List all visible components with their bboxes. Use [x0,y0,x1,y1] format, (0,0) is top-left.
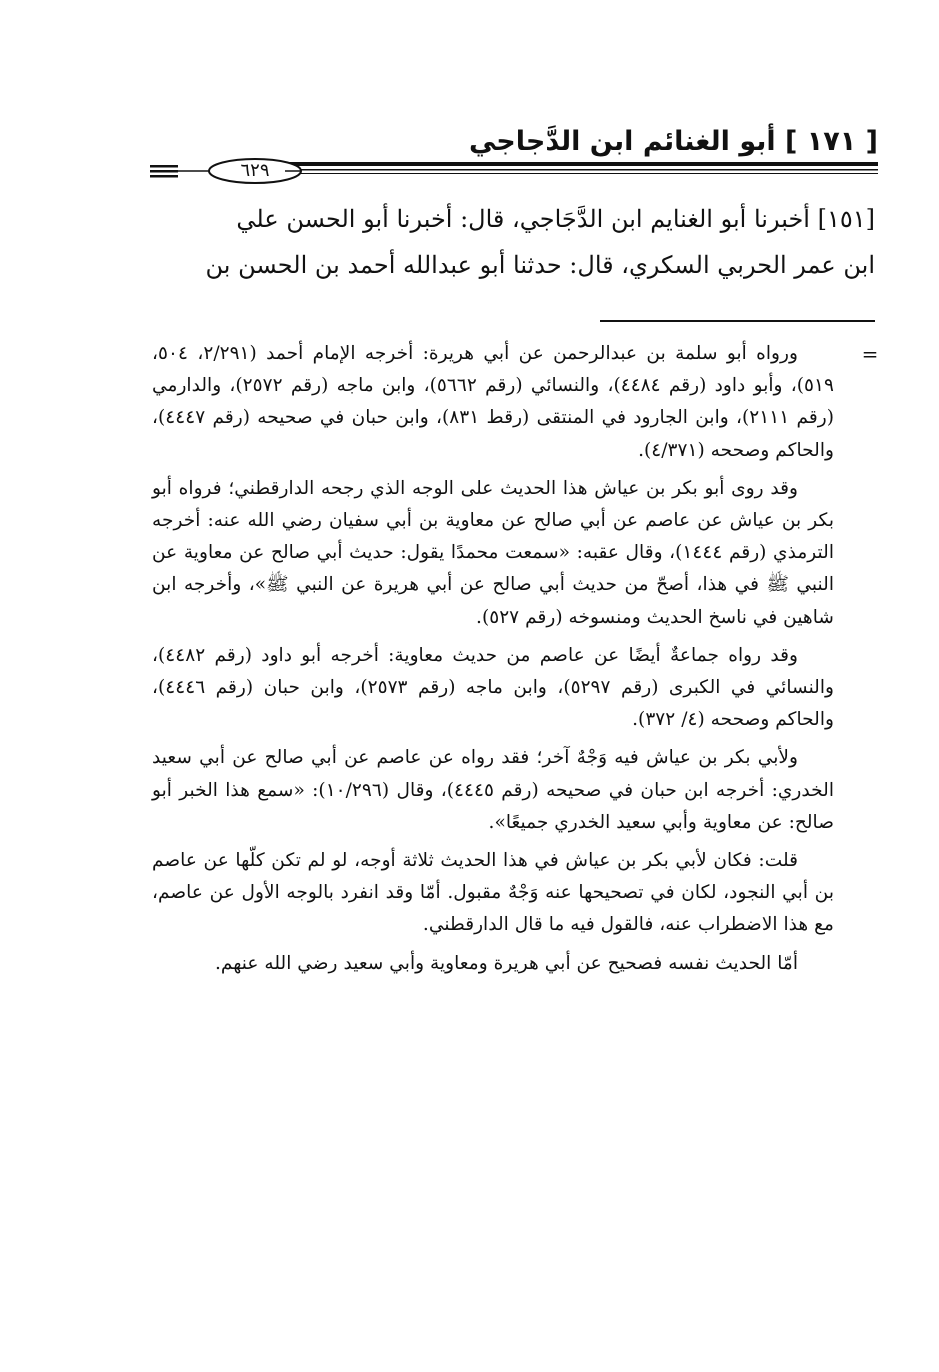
main-text-line: [١٥١] أخبرنا أبو الغنايم ابن الدَّجَاجي، قال: أخبرنا أبو الحسن علي [236,205,875,233]
footnote-paragraph: ولأبي بكر بن عياش فيه وَجْهٌ آخر؛ فقد رواه عن عاصم عن أبي صالح عن أبي سعيد الخدري: أخرجه ابن حبان في صحيحه (رقم ٤٤٤٥)، وقال (١٠/٢٩٦): «سمع هذا الخبر أبو صالح: عن معاوية وأبي سعيد الخدري جميعًا». [152,747,834,833]
header-ornament [150,158,878,188]
running-header: [ ١٧١ ] أبو الغنائم ابن الدَّجاجي [468,126,878,157]
footnote-paragraph: أمّا الحديث نفسه فصحيح عن أبي هريرة ومعاوية وأبي سعيد رضي الله عنهم. [214,952,798,974]
footnote-separator [600,320,875,322]
footnote-paragraph: ورواه أبو سلمة بن عبدالرحمن عن أبي هريرة: أخرجه الإمام أحمد (٢/٢٩١، ٥٠٤، ٥١٩)، وأبو داود (رقم ٤٤٨٤)، والنسائي (رقم ٥٦٦٢)، وابن ماجه (رقم ٢٥٧٢)، والدارمي (رقم ٢١١١)، وابن الجارود في المنتقى (رقط ٨٣١)، وابن حبان في صحيحه (رقم ٤٤٤٧)، والحاكم وصححه (٤/٣٧١). [152,343,834,461]
page-number: ٦٢٩ [240,160,270,181]
main-text-line: ابن عمر الحربي السكري، قال: حدثنا أبو عبدالله أحمد بن الحسن بن [205,251,875,279]
footnote-paragraph: وقد روى أبو بكر بن عياش هذا الحديث على الوجه الذي رجحه الدارقطني؛ فرواه أبو بكر بن عياش عن عاصم عن أبي صالح عن معاوية بن أبي سفيان رضي الله عنه: أخرجه الترمذي (رقم ١٤٤٤)، وقال عقبه: «سمعت محمدًا يقول: حديث أبي صالح عن معاوية عن النبي ﷺ في هذا، أصحّ من حديث أبي صالح عن أبي هريرة عن النبي ﷺ»، وأخرجه ابن شاهين في ناسخ الحديث ومنسوخه (رقم ٥٢٧). [152,477,834,628]
footnotes [152,338,834,986]
main-text [155,196,875,288]
footnote-continuation-mark: = [861,342,879,366]
footnote-paragraph: وقد رواه جماعةٌ أيضًا عن عاصم من حديث معاوية: أخرجه أبو داود (رقم ٤٤٨٢)، والنسائي في الكبرى (رقم ٥٢٩٧)، وابن ماجه (رقم ٢٥٧٣)، وابن حبان (رقم ٤٤٤٦)، والحاكم وصححه (٤/ ٣٧٢). [152,644,834,731]
footnote-paragraph: قلت: فكان لأبي بكر بن عياش في هذا الحديث ثلاثة أوجه، لو لم تكن كلّها عن عاصم بن أبي النجود، لكان في تصحيحها عنه وَجْهٌ مقبول. أمّا وقد انفرد بالوجه الأول عن عاصم، مع هذا الاضطراب عنه، فالقول فيه ما قال الدارقطني. [152,850,834,936]
